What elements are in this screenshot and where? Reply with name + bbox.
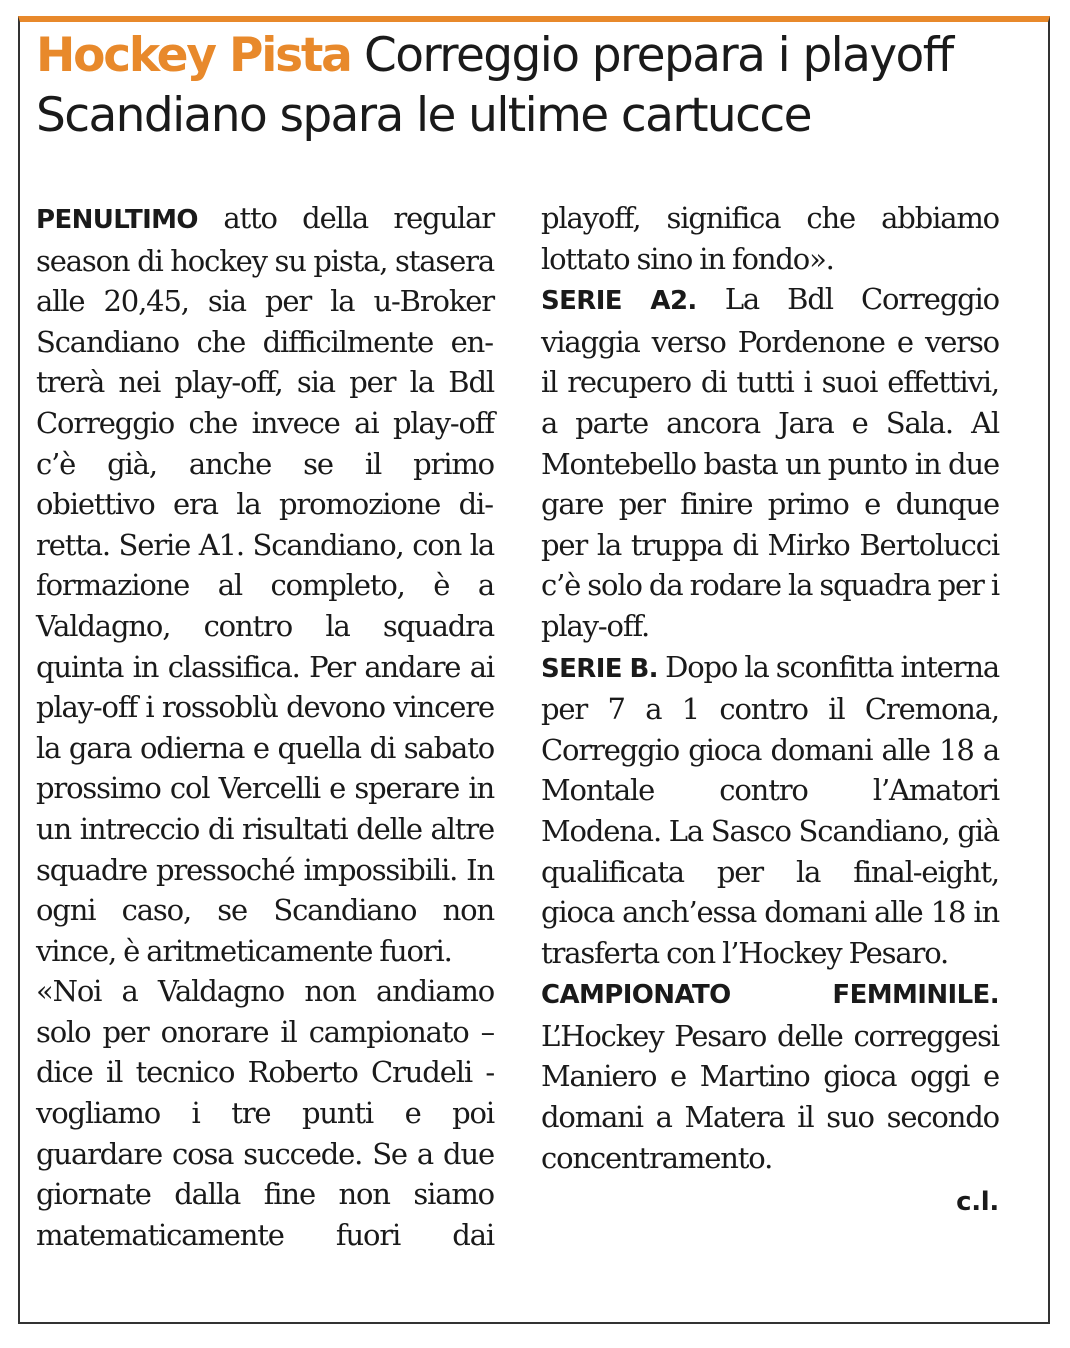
title-line-1: Correggio prepara i playoff [364,28,953,83]
serie-b-text: Dopo la sconfitta interna per 7 a 1 contro il Cremona, Correggio gioca domani alle 18 a Montale contro l’Amatori Modena. La Sasco Scandiano, già qualificata per la final-eight, gioca anch’essa domani alle 18 in trasferta con l’Hockey Pesaro. [541,649,999,970]
quote-continuation: playoff, significa che abbiamo lottato sino in fondo». [541,201,999,276]
serie-a2-text: La Bdl Correggio viaggia verso Pordenone e verso il recupero di tutti i suoi effettivi, a parte ancora Jara e Sala. Al Montebello basta un punto in due gare per finire primo e dunque per la truppa di Mirko Bertolucci c’è solo da rodare la squadra per i play-off. [541,282,999,643]
article-headline [36,26,1006,146]
column-right [541,198,999,1223]
byline: c.l. [956,1187,999,1218]
intro-lead: PENULTIMO [36,205,198,235]
femminile-paragraph [541,973,999,1178]
femminile-text: L’Hockey Pesaro delle correggesi Maniero e Martino gioca oggi e domani a Matera il suo secondo concentramento. [541,1018,999,1175]
serie-b-paragraph [541,647,999,974]
serie-b-lead: SERIE B. [541,653,658,684]
serie-a2-paragraph [541,279,999,646]
intro-text: atto della regular season di hockey su pista, stasera alle 20,45, sia per la u-Broker Scandiano che difficilmente entrerà nei play-off, sia per la Bdl Correggio che invece ai play-off c’è già, anche se il primo obiettivo era la promozione diretta. Serie A1. Scandiano, con la formazione al completo, è a Valdagno, contro la squadra quinta in classifica. Per andare ai play-off i rossoblù devono vincere la gara odierna e quella di sabato prossimo col Vercelli e sperare in un intreccio di risultati delle altre squadre pressoché impossibili. In ogni caso, se Scandiano non vince, è aritmeticamente fuori. [36,201,494,968]
serie-a2-lead: SERIE A2. [541,286,697,317]
intro-paragraph [36,198,494,971]
headline-line-1 [36,26,1006,86]
femminile-lead: CAMPIONATO FEMMINILE. [541,980,999,1011]
column-left [36,198,494,1255]
title-line-2: Scandiano spara le ultime cartucce [36,88,811,143]
section-kicker: Hockey Pista [36,28,351,83]
quote-paragraph: «Noi a Valdagno non andiamo solo per onorare il campionato – dice il tecnico Roberto Crudeli - vogliamo i tre punti e poi guardare cosa succede. Se a due giornate dalla fine non siamo matematicamente fuori dai [36,974,494,1252]
